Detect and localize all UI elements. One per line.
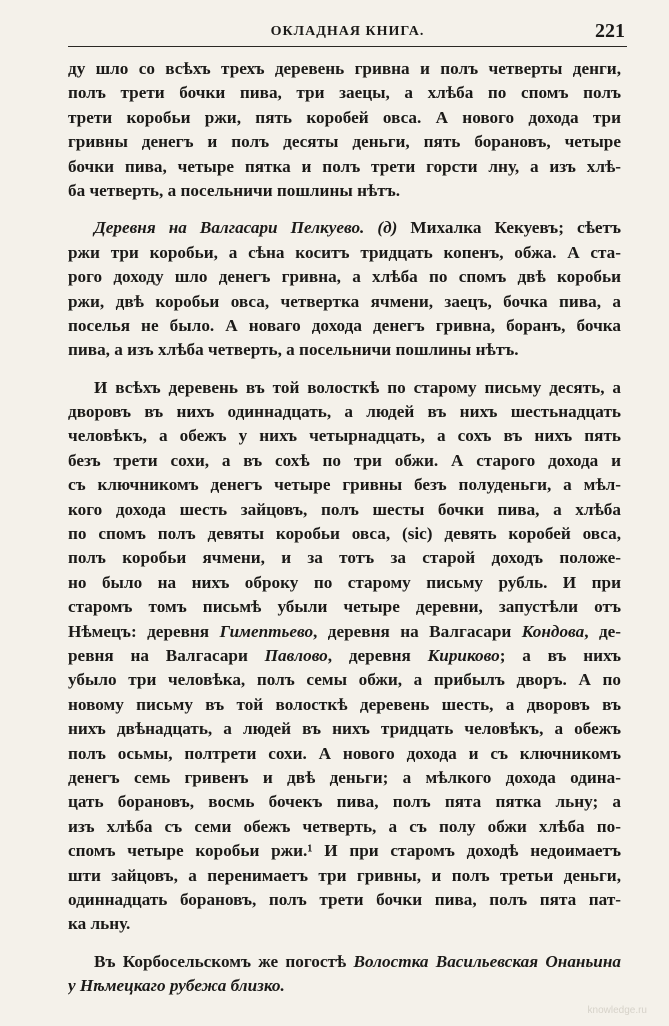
paragraph-3 xyxy=(68,376,621,937)
paragraph-gap xyxy=(68,363,621,376)
text-run: ; а въ нихъ xyxy=(499,645,621,665)
text-line: но было на нихъ оброку по старому письму рубль. И при xyxy=(68,572,621,592)
text-line: спомъ четыре коробьи ржи.¹ И при старомъ доходѣ недоимаетъ xyxy=(68,841,621,861)
text-line: пива, а изъ хлѣба четверть, а посельничи пошлины нѣтъ. xyxy=(68,340,519,360)
text-line: полъ осьмы, полтрети сохи. А нового дохода и съ ключникомъ xyxy=(68,743,621,763)
paragraph-gap xyxy=(68,203,621,216)
text-line: одиннадцать борановъ, полъ трети бочки пива, полъ пята пат- xyxy=(68,889,621,909)
text-line: человѣкъ, а обежъ у нихъ четырнадцать, а сохъ въ нихъ пять xyxy=(68,426,621,446)
text-line: ба четверть, а посельничи пошлины нѣтъ. xyxy=(68,180,401,200)
text-line: полъ трети бочки пива, три заецы, а хлѣба по спомъ полъ xyxy=(68,83,621,103)
text-line: кого дохода шесть зайцовъ, полъ шесты бочки пива, а хлѣба xyxy=(68,499,621,519)
text-line xyxy=(68,620,621,644)
page-number: 221 xyxy=(595,20,625,42)
text-line: шти зайцовъ, а перенимаетъ три гривны, и полъ третьи деньги, xyxy=(68,865,621,885)
watermark: knowledge.ru xyxy=(587,1005,647,1016)
text-line: ржи, двѣ коробьи овса, четвертка ячмени, заецъ, бочка пива, а xyxy=(68,291,621,311)
text-run: , деревня на Валгасари xyxy=(313,621,522,641)
text-line: гривны денегъ и полъ десяты деньги, пять борановъ, четыре xyxy=(68,132,621,152)
village-name: Павлово xyxy=(264,645,328,665)
text-line: съ ключникомъ денегъ четыре гривны безъ полуденьги, а мѣл- xyxy=(68,475,621,495)
text-line: безъ трети сохи, а въ сохѣ по три обжи. А старого дохода и xyxy=(68,450,621,470)
text-run: Нѣмецъ: деревня xyxy=(68,621,220,641)
text-line: убыло три человѣка, полъ семы обжи, а прибылъ дворъ. А по xyxy=(68,670,621,690)
text-line: нихъ двѣнадцать, а людей въ нихъ тридцать человѣкъ, а обежъ xyxy=(68,719,621,739)
paragraph-4 xyxy=(68,950,621,999)
village-name: Кириково xyxy=(427,645,500,665)
text-run: , де- xyxy=(584,621,621,641)
village-heading: Деревня на Валгасари Пелкуево. (д) xyxy=(94,218,398,238)
text-line xyxy=(68,950,621,974)
text-run: Михалка Кекуевъ; сѣетъ xyxy=(397,218,621,238)
text-line xyxy=(68,216,621,240)
text-line: ка льну. xyxy=(68,914,131,934)
paragraph-2 xyxy=(68,216,621,362)
text-line: изъ хлѣба съ семи обежъ четверть, а съ полу обжи хлѣба по- xyxy=(68,816,621,836)
text-run: ревня на Валгасари xyxy=(68,645,265,665)
paragraph-gap xyxy=(68,937,621,950)
text-line: цать борановъ, восмь бочекъ пива, полъ пята пятка льну; а xyxy=(68,792,621,812)
text-line xyxy=(68,644,621,668)
text-line: поселья не было. А новаго дохода денегъ гривна, боранъ, бочка xyxy=(68,315,621,335)
text-line: ржи три коробьи, а сѣна коситъ тридцать копенъ, обжа. А ста- xyxy=(68,242,621,262)
text-line: старомъ томъ письмѣ убыли четыре деревни, запустѣли отъ xyxy=(68,597,621,617)
village-name: Гимептьево xyxy=(219,621,314,641)
text-line: трети коробьи ржи, пять коробей овса. А нового дохода три xyxy=(68,107,621,127)
text-run: Въ Корбосельскомъ же погостѣ xyxy=(94,951,354,971)
text-line: бочки пива, четыре пятка и полъ трети горсти лну, а изъ хлѣ- xyxy=(68,156,621,176)
text-line: новому письму въ той волосткѣ деревень шесть, а дворовъ въ xyxy=(68,694,621,714)
text-line: ду шло со всѣхъ трехъ деревень гривна и полъ четверты денги, xyxy=(68,59,621,78)
text-line: дворовъ въ нихъ одиннадцать, а людей въ нихъ шестьнадцать xyxy=(68,402,621,422)
text-line: денегъ семь гривенъ и двѣ деньги; а мѣлкого дохода одина- xyxy=(68,767,621,787)
running-header xyxy=(68,20,627,47)
text-line: И всѣхъ деревень въ той волосткѣ по старому письму десять, а xyxy=(94,377,621,397)
village-name: Кондова xyxy=(521,621,585,641)
text-line: рого доходу шло денегъ гривна, а хлѣба по спомъ двѣ коробьи xyxy=(68,267,621,287)
running-title: ОКЛАДНАЯ КНИГА. xyxy=(270,24,425,39)
text-run: , деревня xyxy=(327,645,428,665)
text-line: у Нѣмецкаго рубежа близко. xyxy=(68,976,285,996)
volost-name: Волостка Васильевская Онаньина xyxy=(353,951,621,971)
text-line: по спомъ полъ девяты коробьи овса, (sic) девять коробей овса, xyxy=(68,524,621,544)
paragraph-1 xyxy=(68,57,621,203)
text-line: полъ коробьи ячмени, и за тотъ за старой доходъ положе- xyxy=(68,548,621,568)
body-text xyxy=(68,57,621,998)
